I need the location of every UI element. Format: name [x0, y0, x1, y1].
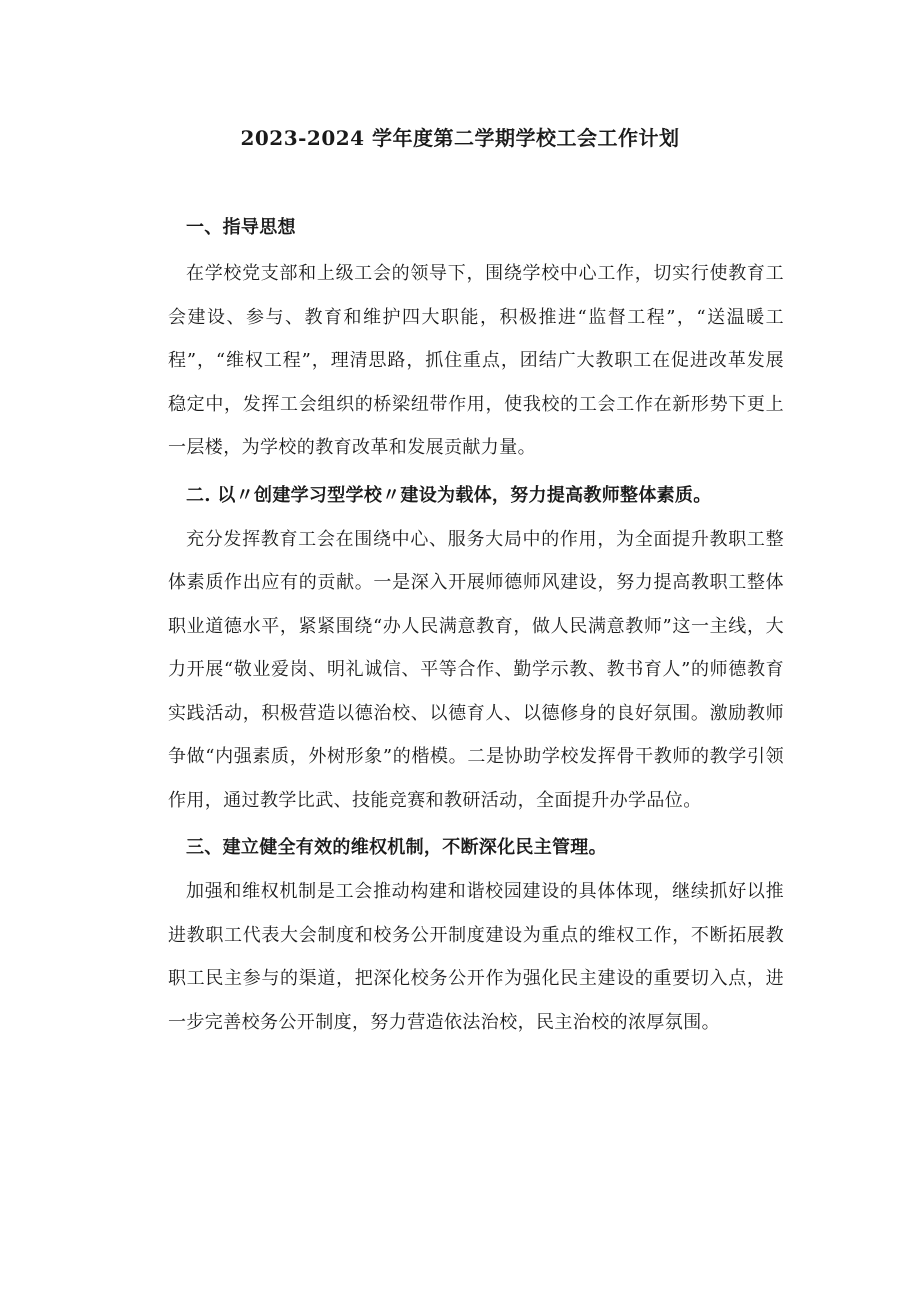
document-title: 2023-2024 学年度第二学期学校工会工作计划 — [240, 126, 680, 150]
section-paragraph-guiding-ideology: 在学校党支部和上级工会的领导下，围绕学校中心工作，切实行使教育工会建设、参与、教育和维护四大职能，积极推进“监督工程”，“送温暖工程”，“维权工程”，理清思路，抓住重点，团结广大教职工在促进改革发展稳定中，发挥工会组织的桥梁纽带作用，使我校的工会工作在新形势下更上一层楼，为学校的教育改革和发展贡献力量。 — [168, 263, 784, 458]
section-heading-learning-school: 二. 以〃创建学习型学校〃建设为载体，努力提高教师整体素质。 — [186, 484, 712, 506]
section-paragraph-rights-mechanism: 加强和维权机制是工会推动构建和谐校园建设的具体体现，继续抓好以推进教职工代表大会制度和校务公开制度建设为重点的维权工作，不断拓展教职工民主参与的渠道，把深化校务公开作为强化民主建设的重要切入点，进一步完善校务公开制度，努力营造依法治校，民主治校的浓厚氛围。 — [168, 881, 784, 1033]
section-paragraph-learning-school: 充分发挥教育工会在围绕中心、服务大局中的作用，为全面提升教职工整体素质作出应有的贡献。一是深入开展师德师风建设，努力提高教职工整体职业道德水平，紧紧围绕“办人民满意教育，做人民满意教师”这一主线，大力开展“敬业爱岗、明礼诚信、平等合作、勤学示教、教书育人”的师德教育实践活动，积极营造以德治校、以德育人、以德修身的良好氛围。激励教师争做“内强素质，外树形象”的楷模。二是协助学校发挥骨干教师的教学引领作用，通过教学比武、技能竞赛和教研活动，全面提升办学品位。 — [168, 528, 784, 811]
document-body — [168, 208, 784, 1050]
section-heading-guiding-ideology: 一、指导思想 — [186, 217, 296, 238]
section-heading-rights-mechanism: 三、建立健全有效的维权机制，不断深化民主管理。 — [186, 837, 607, 858]
